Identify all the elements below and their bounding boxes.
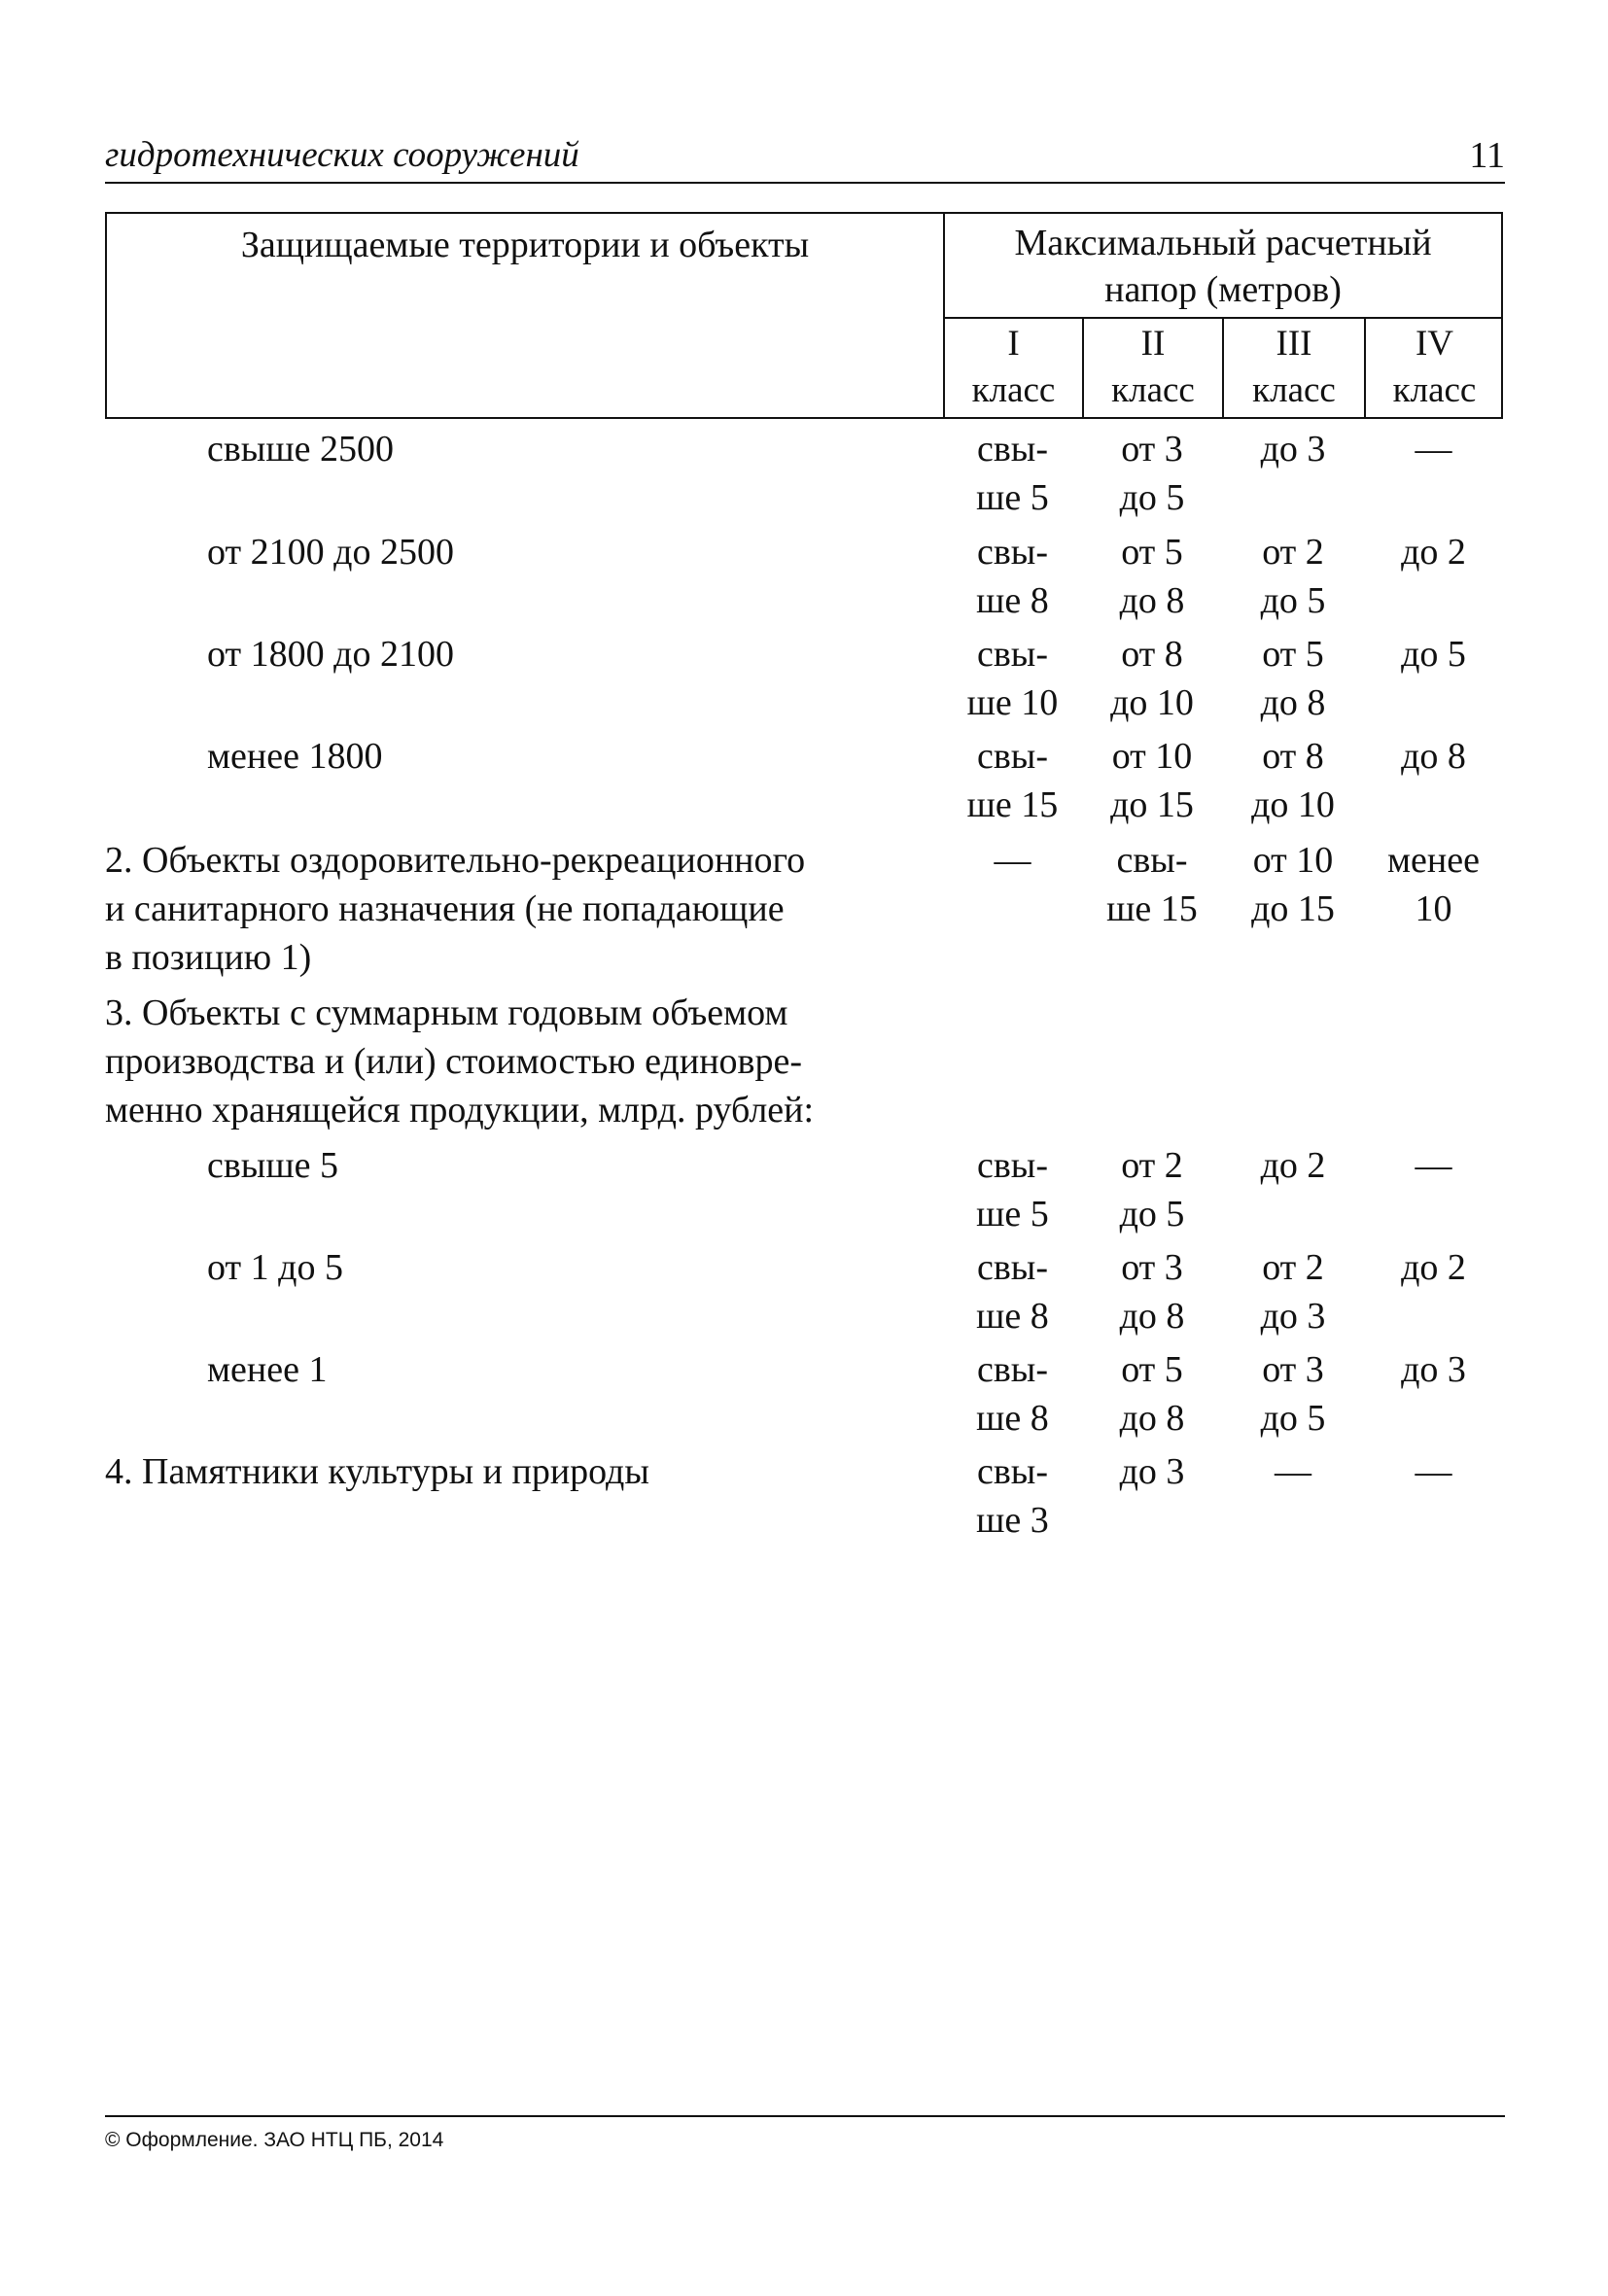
row-label: от 1 до 5 [207, 1247, 343, 1288]
cell-class-4 [1364, 1243, 1503, 1292]
cell-class-4 [1364, 1141, 1503, 1190]
cell-line: от 5 [1121, 532, 1183, 573]
cell-class-4 [1364, 1345, 1503, 1394]
cell-line: свы- [977, 1247, 1048, 1288]
row-label-line: производства и (или) стоимостью единовре- [105, 1041, 802, 1082]
cell-line: свы- [1116, 840, 1188, 881]
cell-class-3 [1222, 1243, 1364, 1340]
cell-line: до 2 [1260, 1145, 1326, 1186]
cell-class-2 [1082, 425, 1222, 522]
cell-class-4 [1364, 732, 1503, 781]
footer-rule [105, 2115, 1505, 2117]
cell-line: — [1415, 1145, 1452, 1186]
cell-line: свы- [977, 429, 1048, 470]
cell-class-2 [1082, 732, 1222, 829]
cell-line: от 8 [1262, 736, 1324, 777]
cell-line: от 2 [1262, 532, 1324, 573]
cell-line: свы- [977, 532, 1048, 573]
cell-line: до 10 [1110, 682, 1194, 723]
cell-line: до 15 [1110, 784, 1194, 825]
cell-class-1 [943, 1447, 1082, 1545]
class-numeral: I [1007, 324, 1020, 364]
row-label: менее 1800 [207, 736, 383, 777]
cell-class-1 [943, 1141, 1082, 1238]
cell-line: менее [1387, 840, 1480, 881]
cell-line: от 3 [1121, 1247, 1183, 1288]
cell-class-4 [1364, 836, 1503, 933]
cell-class-2 [1082, 836, 1222, 933]
cell-line: до 8 [1119, 1398, 1185, 1439]
cell-line: свы- [977, 1451, 1048, 1492]
class-word: класс [1111, 370, 1195, 410]
cell-line: от 3 [1121, 429, 1183, 470]
class-numeral: II [1140, 324, 1166, 364]
cell-line: от 10 [1111, 736, 1193, 777]
cell-line: до 15 [1251, 888, 1335, 929]
cell-line: до 8 [1260, 682, 1326, 723]
cell-line: до 5 [1119, 1194, 1185, 1235]
cell-line: ше 5 [976, 477, 1049, 518]
cell-line: до 5 [1119, 477, 1185, 518]
cell-line: ше 15 [1106, 888, 1198, 929]
cell-line: до 5 [1260, 1398, 1326, 1439]
cell-class-2 [1082, 630, 1222, 727]
cell-line: до 8 [1119, 1296, 1185, 1337]
cell-line: до 2 [1401, 1247, 1466, 1288]
cell-class-4 [1364, 425, 1503, 473]
cell-line: до 3 [1260, 1296, 1326, 1337]
cell-class-3 [1222, 836, 1364, 933]
class-word: класс [1252, 370, 1336, 410]
cell-line: от 8 [1121, 634, 1183, 675]
cell-class-1 [943, 1345, 1082, 1443]
cell-line: ше 3 [976, 1500, 1049, 1541]
cell-class-4 [1364, 1447, 1503, 1496]
cell-line: свы- [977, 736, 1048, 777]
cell-line: свы- [977, 1145, 1048, 1186]
cell-line: до 5 [1401, 634, 1466, 675]
cell-class-2 [1082, 1141, 1222, 1238]
row-label: свыше 2500 [207, 429, 394, 470]
cell-line: до 8 [1401, 736, 1466, 777]
cell-line: ше 15 [966, 784, 1059, 825]
cell-line: свы- [977, 634, 1048, 675]
row-label: менее 1 [207, 1349, 328, 1390]
cell-class-1 [943, 425, 1082, 522]
table-body [105, 0, 1505, 2296]
cell-class-1 [943, 528, 1082, 625]
cell-class-2 [1082, 528, 1222, 625]
cell-class-3 [1222, 732, 1364, 829]
cell-line: от 2 [1121, 1145, 1183, 1186]
cell-class-3 [1222, 630, 1364, 727]
row-label-line: менно хранящейся продукции, млрд. рублей: [105, 1090, 815, 1131]
class-numeral: IV [1415, 324, 1454, 364]
cell-class-2 [1082, 1345, 1222, 1443]
cell-line: до 10 [1251, 784, 1335, 825]
cell-class-4 [1364, 630, 1503, 678]
cell-class-4 [1364, 528, 1503, 576]
class-word: класс [971, 370, 1056, 410]
cell-line: ше 8 [976, 1296, 1049, 1337]
page-number: 11 [1469, 135, 1505, 176]
footer-copyright: © Оформление. ЗАО НТЦ ПБ, 2014 [105, 2129, 444, 2151]
cell-line: — [1275, 1451, 1311, 1492]
cell-class-3 [1222, 1141, 1364, 1190]
cell-line: от 10 [1252, 840, 1334, 881]
cell-line: — [994, 840, 1031, 881]
cell-class-3 [1222, 1345, 1364, 1443]
cell-class-3 [1222, 425, 1364, 473]
cell-line: до 3 [1260, 429, 1326, 470]
row-label-line: 3. Объекты с суммарным годовым объемом [105, 992, 788, 1033]
cell-line: от 5 [1262, 634, 1324, 675]
cell-line: — [1415, 429, 1452, 470]
cell-line: от 2 [1262, 1247, 1324, 1288]
cell-line: до 3 [1119, 1451, 1185, 1492]
cell-class-2 [1082, 1447, 1222, 1496]
cell-line: 10 [1415, 888, 1452, 929]
cell-class-3 [1222, 528, 1364, 625]
cell-class-1 [943, 1243, 1082, 1340]
row-label [105, 836, 941, 982]
row-label: от 1800 до 2100 [207, 634, 454, 675]
cell-line: до 2 [1401, 532, 1466, 573]
cell-line: ше 8 [976, 1398, 1049, 1439]
cell-line: ше 10 [966, 682, 1059, 723]
cell-class-2 [1082, 1243, 1222, 1340]
cell-line: от 5 [1121, 1349, 1183, 1390]
cell-line: до 8 [1119, 580, 1185, 621]
class-word: класс [1392, 370, 1477, 410]
row-label: от 2100 до 2500 [207, 532, 454, 573]
row-label: свыше 5 [207, 1145, 338, 1186]
row-label: 4. Памятники культуры и природы [105, 1451, 649, 1492]
header-pressure-line1: Максимальный расчетный [1014, 223, 1432, 263]
class-numeral: III [1276, 324, 1312, 364]
cell-class-1 [943, 836, 1082, 885]
cell-line: до 3 [1401, 1349, 1466, 1390]
row-label-line: 2. Объекты оздоровительно-рекреационного [105, 840, 806, 881]
cell-class-1 [943, 630, 1082, 727]
row-label-line: в позицию 1) [105, 937, 312, 978]
cell-class-3 [1222, 1447, 1364, 1496]
row-label-line: и санитарного назначения (не попадающие [105, 888, 785, 929]
cell-line: ше 8 [976, 580, 1049, 621]
header-objects-label: Защищаемые территории и объекты [240, 225, 810, 265]
cell-line: до 5 [1260, 580, 1326, 621]
cell-line: от 3 [1262, 1349, 1324, 1390]
running-head-title: гидротехнических сооружений [105, 135, 579, 175]
cell-line: ше 5 [976, 1194, 1049, 1235]
row-heading-paragraph [105, 989, 941, 1134]
header-pressure-line2: напор (метров) [1104, 269, 1342, 310]
cell-class-1 [943, 732, 1082, 829]
cell-line: свы- [977, 1349, 1048, 1390]
cell-line: — [1415, 1451, 1452, 1492]
